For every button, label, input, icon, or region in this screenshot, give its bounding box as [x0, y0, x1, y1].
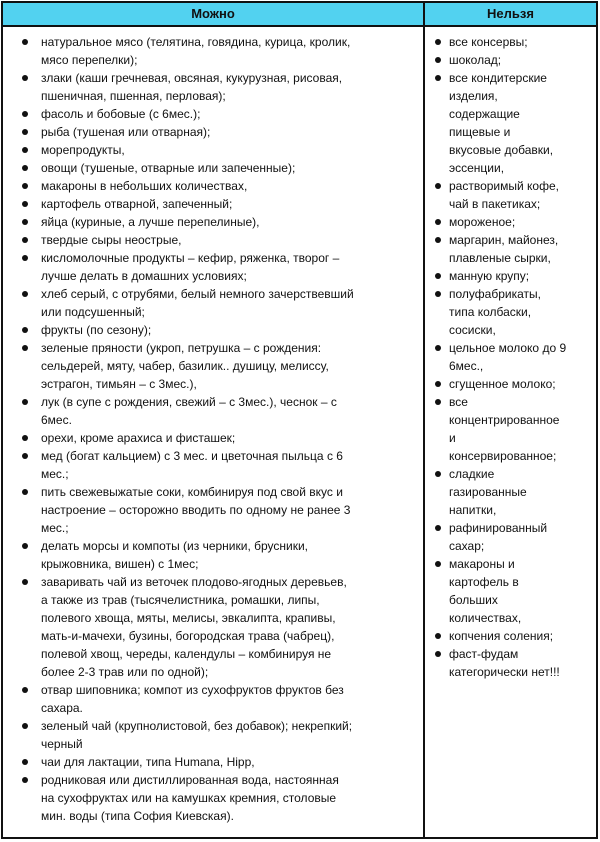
item-line: картофель в — [449, 575, 519, 589]
item-line: сельдерей, мяту, чабер, базилик.. душицу, мелиссу, — [41, 359, 329, 373]
item-line: яйца (куриные, а лучше перепелиные), — [41, 215, 260, 229]
item-line: злаки (каши гречневая, овсяная, кукурузная, рисовая, — [41, 71, 343, 85]
allowed-item — [3, 447, 423, 483]
item-line: 6мес., — [449, 359, 484, 373]
allowed-item — [3, 339, 423, 393]
item-line: твердые сыры неострые, — [41, 233, 182, 247]
item-line: черный — [41, 737, 83, 751]
item-line: заваривать чай из веточек плодово-ягодных деревьев, — [41, 575, 347, 589]
item-line: эстрагон, тимьян – с 3мес.), — [41, 377, 197, 391]
bullet-icon — [22, 129, 28, 135]
bullet-icon — [22, 255, 28, 261]
bullet-icon — [22, 543, 28, 549]
allowed-item — [3, 231, 423, 249]
forbidden-item — [425, 285, 596, 339]
allowed-item — [3, 321, 423, 339]
item-line: сгущенное молоко; — [449, 377, 556, 391]
forbidden-item — [425, 465, 596, 519]
forbidden-item — [425, 69, 596, 177]
allowed-item — [3, 537, 423, 573]
item-line: пшеничная, пшенная, перловая); — [41, 89, 226, 103]
item-line: плавленые сырки, — [449, 251, 551, 265]
item-line: зеленый чай (крупнолистовой, без добавок); некрепкий; — [41, 719, 353, 733]
bullet-icon — [435, 291, 441, 297]
item-line: растворимый кофе, — [449, 179, 559, 193]
item-line: концентрированное — [449, 413, 560, 427]
item-line: более 2-3 трав или по одной); — [41, 665, 209, 679]
item-line: напитки, — [449, 503, 497, 517]
allowed-item — [3, 483, 423, 537]
bullet-icon — [22, 291, 28, 297]
item-line: на сухофруктах или на камушках кремния, столовые — [41, 791, 337, 805]
item-line: фасоль и бобовые (с 6мес.); — [41, 107, 201, 121]
forbidden-item — [425, 177, 596, 213]
allowed-item — [3, 285, 423, 321]
forbidden-item — [425, 231, 596, 267]
bullet-icon — [22, 39, 28, 45]
forbidden-item — [425, 555, 596, 627]
item-line: мес.; — [41, 521, 69, 535]
allowed-item — [3, 33, 423, 69]
item-line: рафинированный — [449, 521, 548, 535]
allowed-list — [3, 33, 423, 825]
item-line: копчения соления; — [449, 629, 554, 643]
forbidden-item — [425, 267, 596, 285]
item-line: мать-и-мачехи, бузины, богородская трава (чабрец), — [41, 629, 335, 643]
item-line: лучше делать в домашних условиях; — [41, 269, 247, 283]
item-line: сладкие — [449, 467, 495, 481]
item-line: а также из трав (тысячелистника, ромашки, липы, — [41, 593, 320, 607]
bullet-icon — [22, 165, 28, 171]
bullet-icon — [22, 237, 28, 243]
item-line: консервированное; — [449, 449, 557, 463]
item-line: фрукты (по сезону); — [41, 323, 152, 337]
item-line: все кондитерские — [449, 71, 547, 85]
item-line: орехи, кроме арахиса и фисташек; — [41, 431, 236, 445]
bullet-icon — [435, 183, 441, 189]
item-line: кисломолочные продукты – кефир, ряженка, творог – — [41, 251, 340, 265]
item-line: полевой хвощ, череды, календулы – комбинируя не — [41, 647, 332, 661]
item-line: родниковая или дистиллированная вода, настоянная — [41, 773, 339, 787]
bullet-icon — [435, 57, 441, 63]
item-line: фаст-фудам — [449, 647, 519, 661]
item-line: лук (в супе с рождения, свежий – с 3мес.), чеснок – с — [41, 395, 337, 409]
bullet-icon — [22, 777, 28, 783]
forbidden-list — [425, 33, 596, 681]
allowed-item — [3, 159, 423, 177]
forbidden-item — [425, 393, 596, 465]
item-line: настроение – осторожно вводить по одному не ранее 3 — [41, 503, 351, 517]
item-line: манную крупу; — [449, 269, 530, 283]
item-line: изделия, — [449, 89, 498, 103]
allowed-column — [3, 33, 423, 837]
item-line: картофель отварной, запеченный; — [41, 197, 233, 211]
diet-table — [1, 1, 598, 839]
item-line: 6мес. — [41, 413, 72, 427]
bullet-icon — [435, 651, 441, 657]
forbidden-item — [425, 375, 596, 393]
forbidden-item — [425, 213, 596, 231]
item-line: пить свежевыжатые соки, комбинируя под свой вкус и — [41, 485, 343, 499]
bullet-icon — [22, 201, 28, 207]
item-line: рыба (тушеная или отварная); — [41, 125, 211, 139]
bullet-icon — [435, 219, 441, 225]
forbidden-column — [425, 33, 596, 837]
item-line: мин. воды (типа София Киевская). — [41, 809, 234, 823]
allowed-item — [3, 105, 423, 123]
header-forbidden: Нельзя — [487, 6, 534, 21]
item-line: чай в пакетиках; — [449, 197, 541, 211]
bullet-icon — [22, 75, 28, 81]
allowed-item — [3, 429, 423, 447]
bullet-icon — [22, 759, 28, 765]
bullet-icon — [435, 525, 441, 531]
allowed-item — [3, 195, 423, 213]
item-line: сахар; — [449, 539, 485, 553]
item-line: делать морсы и компоты (из черники, брусники, — [41, 539, 309, 553]
item-line: все консервы; — [449, 35, 528, 49]
item-line: вкусовые добавки, — [449, 143, 554, 157]
bullet-icon — [22, 345, 28, 351]
item-line: пищевые и — [449, 125, 511, 139]
forbidden-item — [425, 645, 596, 681]
item-line: натуральное мясо (телятина, говядина, курица, кролик, — [41, 35, 351, 49]
allowed-item — [3, 69, 423, 105]
allowed-item — [3, 213, 423, 231]
header-allowed: Можно — [191, 6, 235, 21]
table-header — [3, 3, 596, 27]
bullet-icon — [22, 111, 28, 117]
allowed-item — [3, 771, 423, 825]
bullet-icon — [22, 147, 28, 153]
forbidden-item — [425, 627, 596, 645]
allowed-item — [3, 717, 423, 753]
bullet-icon — [22, 399, 28, 405]
item-line: полуфабрикаты, — [449, 287, 541, 301]
bullet-icon — [435, 633, 441, 639]
item-line: зеленые пряности (укроп, петрушка – с рождения: — [41, 341, 322, 355]
item-line: количествах, — [449, 611, 522, 625]
bullet-icon — [22, 327, 28, 333]
bullet-icon — [435, 39, 441, 45]
bullet-icon — [435, 561, 441, 567]
item-line: шоколад; — [449, 53, 502, 67]
bullet-icon — [435, 75, 441, 81]
allowed-item — [3, 753, 423, 771]
bullet-icon — [22, 579, 28, 585]
bullet-icon — [22, 435, 28, 441]
allowed-item — [3, 141, 423, 159]
item-line: и — [449, 431, 456, 445]
item-line: мясо перепелки); — [41, 53, 138, 67]
allowed-item — [3, 123, 423, 141]
bullet-icon — [435, 399, 441, 405]
bullet-icon — [435, 471, 441, 477]
item-line: больших — [449, 593, 498, 607]
item-line: крыжовника, вишен) с 1мес; — [41, 557, 199, 571]
item-line: морепродукты, — [41, 143, 125, 157]
bullet-icon — [22, 687, 28, 693]
item-line: мороженое; — [449, 215, 516, 229]
item-line: эссенции, — [449, 161, 505, 175]
item-line: хлеб серый, с отрубями, белый немного зачерствевший — [41, 287, 354, 301]
item-line: макароны в небольших количествах, — [41, 179, 248, 193]
bullet-icon — [435, 381, 441, 387]
bullet-icon — [22, 723, 28, 729]
item-line: сахара. — [41, 701, 83, 715]
item-line: типа колбаски, — [449, 305, 532, 319]
item-line: полевого хвоща, мяты, мелисы, эвкалипта, крапивы, — [41, 611, 336, 625]
item-line: газированные — [449, 485, 527, 499]
bullet-icon — [435, 345, 441, 351]
forbidden-item — [425, 339, 596, 375]
item-line: маргарин, майонез, — [449, 233, 559, 247]
forbidden-item — [425, 519, 596, 555]
item-line: отвар шиповника; компот из сухофруктов фруктов без — [41, 683, 344, 697]
forbidden-item — [425, 33, 596, 51]
bullet-icon — [22, 219, 28, 225]
bullet-icon — [435, 273, 441, 279]
item-line: сосиски, — [449, 323, 496, 337]
bullet-icon — [435, 237, 441, 243]
item-line: мес.; — [41, 467, 69, 481]
allowed-item — [3, 393, 423, 429]
item-line: мед (богат кальцием) с 3 мес. и цветочная пыльца с 6 — [41, 449, 343, 463]
allowed-item — [3, 573, 423, 681]
item-line: или подсушенный; — [41, 305, 145, 319]
item-line: цельное молоко до 9 — [449, 341, 567, 355]
item-line: содержащие — [449, 107, 520, 121]
item-line: чаи для лактации, типа Humana, Hipp, — [41, 755, 255, 769]
item-line: категорически нет!!! — [449, 665, 560, 679]
item-line: овощи (тушеные, отварные или запеченные); — [41, 161, 296, 175]
item-line: все — [449, 395, 468, 409]
allowed-item — [3, 177, 423, 195]
bullet-icon — [22, 183, 28, 189]
item-line: макароны и — [449, 557, 515, 571]
allowed-item — [3, 681, 423, 717]
bullet-icon — [22, 453, 28, 459]
allowed-item — [3, 249, 423, 285]
forbidden-item — [425, 51, 596, 69]
bullet-icon — [22, 489, 28, 495]
